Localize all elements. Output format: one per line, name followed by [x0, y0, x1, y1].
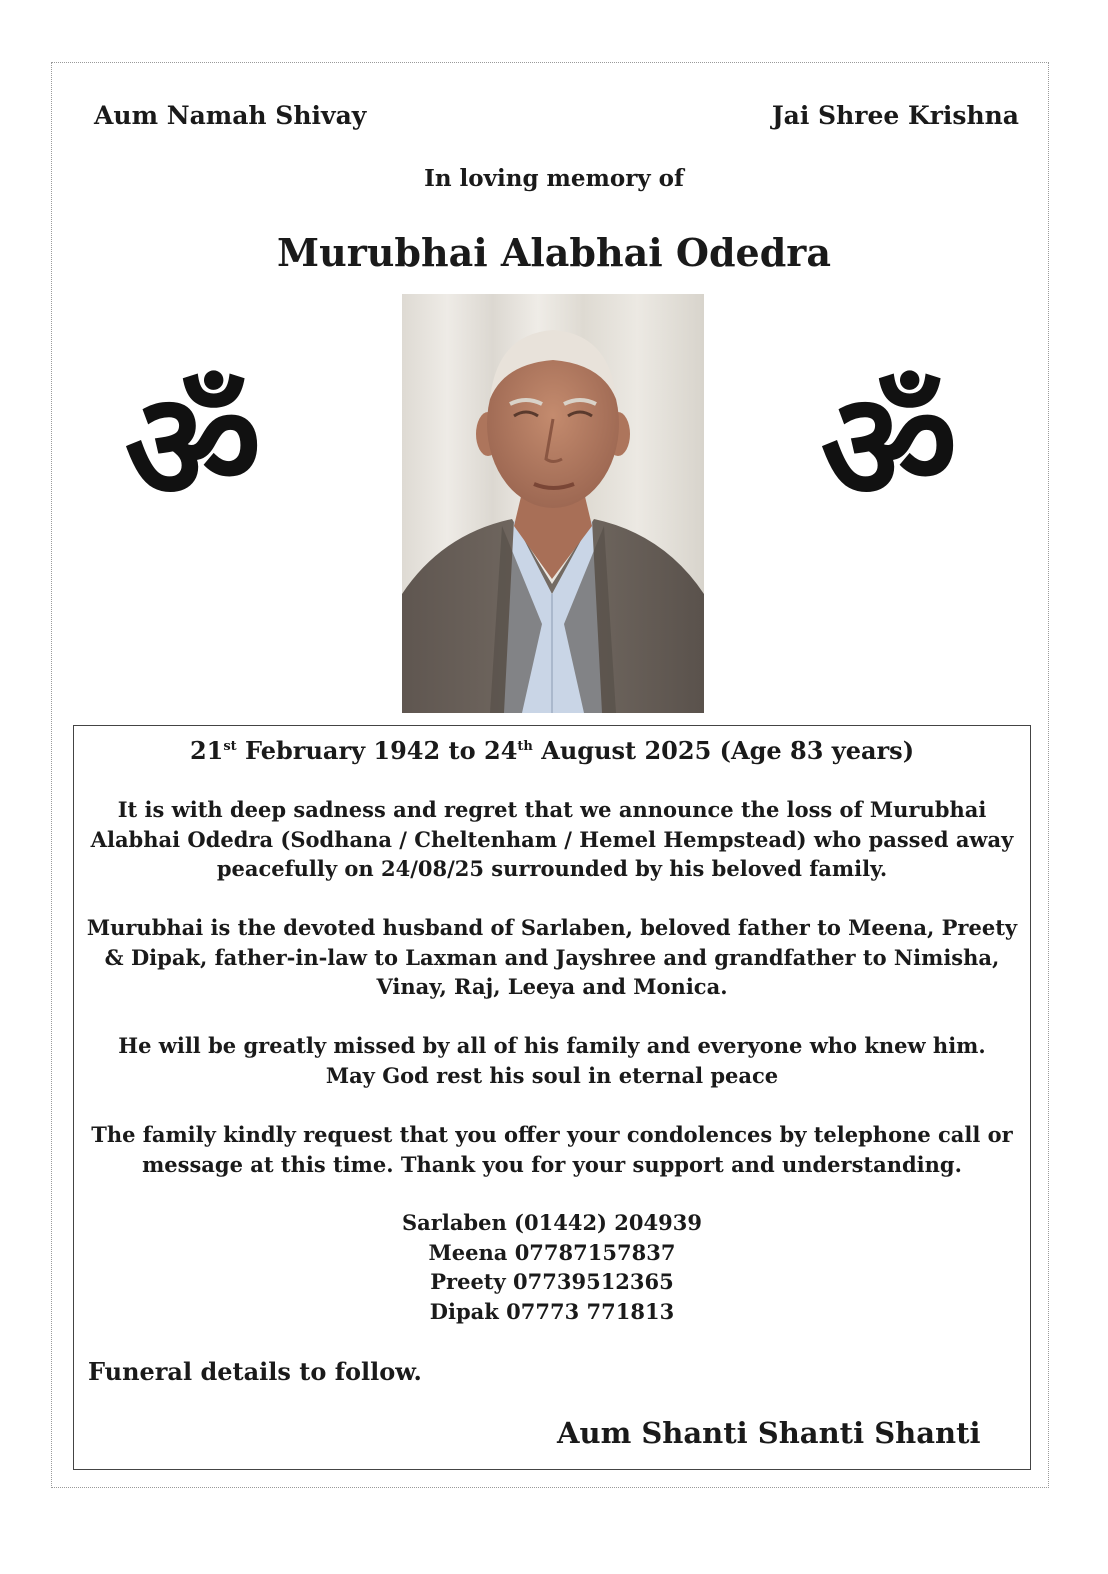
om-icon: ॐ — [124, 359, 262, 535]
contact-item: Sarlaben (01442) 204939 — [402, 1210, 702, 1235]
paragraph-line: message at this time. Thank you for your support and understanding. — [142, 1151, 962, 1177]
death-day: 24 — [484, 736, 518, 765]
paragraph-line: The family kindly request that you offer your condolences by telephone call or — [91, 1122, 1013, 1147]
paragraph-line: May God rest his soul in eternal peace — [325, 1062, 779, 1088]
birth-suffix: st — [223, 739, 237, 754]
paragraph-line: Alabhai Odedra (Sodhana / Cheltenham / Hemel Hempstead) who passed away — [90, 826, 1014, 852]
birth-rest: February 1942 to — [236, 736, 484, 765]
birth-day: 21 — [189, 736, 224, 765]
paragraph-line: peacefully on 24/08/25 surrounded by his beloved family. — [216, 856, 888, 881]
contact-item: Preety 07739512365 — [430, 1269, 674, 1294]
paragraph-line: & Dipak, father-in-law to Laxman and Jayshree and grandfather to Nimisha, — [104, 944, 1000, 970]
portrait-photo — [402, 294, 704, 713]
greeting-right: Jai Shree Krishna — [771, 101, 1019, 130]
funeral-note: Funeral details to follow. — [88, 1357, 422, 1386]
death-suffix: th — [517, 739, 533, 754]
om-icon: ॐ — [820, 359, 958, 535]
paragraph-line: Murubhai is the devoted husband of Sarlaben, beloved father to Meena, Preety — [86, 915, 1018, 940]
closing-prayer: Aum Shanti Shanti Shanti — [557, 1416, 981, 1450]
contact-item: Meena 07787157837 — [428, 1239, 676, 1265]
tribute-paragraph — [83, 1031, 1021, 1090]
deceased-name: Murubhai Alabhai Odedra — [277, 230, 831, 275]
life-dates — [73, 736, 1031, 765]
greeting-left: Aum Namah Shivay — [94, 101, 367, 130]
contact-item: Dipak 07773 771813 — [429, 1298, 675, 1324]
paragraph-line: It is with deep sadness and regret that we announce the loss of Murubhai — [117, 797, 987, 822]
paragraph-line: Vinay, Raj, Leeya and Monica. — [376, 974, 728, 999]
death-rest: August 2025 (Age 83 years) — [532, 736, 915, 765]
announcement-paragraph — [83, 795, 1021, 884]
contact-list — [73, 1208, 1031, 1326]
intro-text: In loving memory of — [424, 165, 684, 192]
paragraph-line: He will be greatly missed by all of his family and everyone who knew him. — [118, 1033, 986, 1058]
family-paragraph — [83, 913, 1021, 1002]
condolence-paragraph — [83, 1120, 1021, 1179]
